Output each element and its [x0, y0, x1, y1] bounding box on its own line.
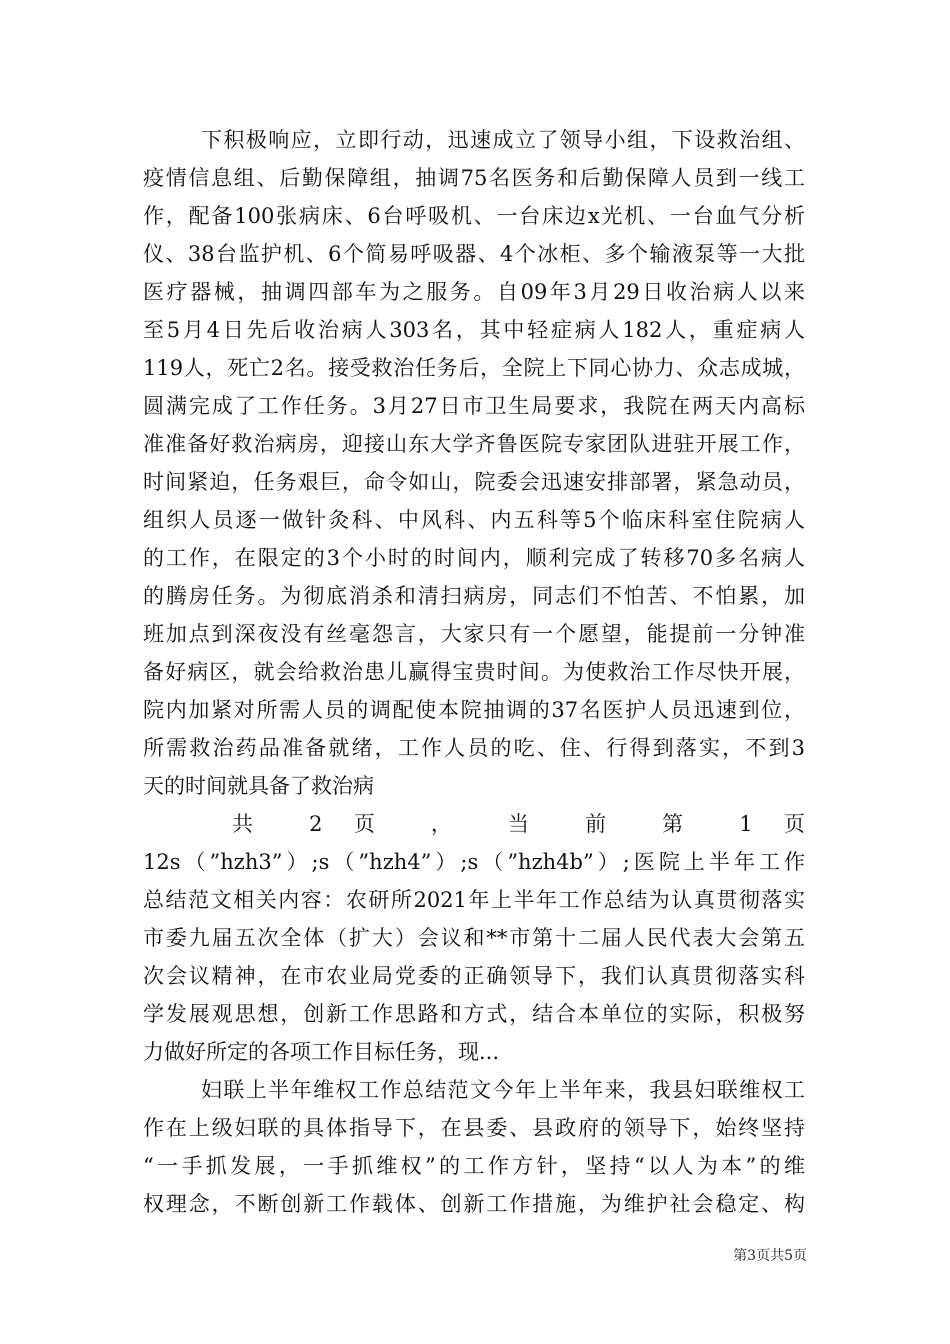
text-line: 仪、38台监护机、6个简易呼吸器、4个冰柜、多个输液泵等一大批 [143, 242, 805, 266]
text-line: 作在上级妇联的具体指导下，在县委、县政府的领导下，始终坚持 [143, 1116, 805, 1140]
text-line: 圆满完成了工作任务。3月27日市卫生局要求，我院在两天内高标 [143, 394, 805, 418]
text-line: 119人，死亡2名。接受救治任务后，全院上下同心协力、众志成城， [143, 356, 805, 380]
text-line: 医疗器械，抽调四部车为之服务。自09年3月29日收治病人以来 [143, 280, 805, 304]
text-line: 总结范文相关内容：农研所2021年上半年工作总结为认真贯彻落实 [143, 888, 805, 912]
text-line: 的腾房任务。为彻底消杀和清扫病房，同志们不怕苦、不怕累，加 [143, 584, 805, 608]
text-line: 市委九届五次全体（扩大）会议和**市第十二届人民代表大会第五 [143, 926, 805, 950]
text-line: 的工作，在限定的3个小时的时间内，顺利完成了转移70多名病人 [143, 546, 805, 570]
text-line: 备好病区，就会给救治患儿赢得宝贵时间。为使救治工作尽快开展， [143, 660, 805, 684]
text-line: 学发展观思想，创新工作思路和方式，结合本单位的实际，积极努 [143, 1002, 805, 1026]
text-line: 妇联上半年维权工作总结范文今年上半年来，我县妇联维权工 [201, 1078, 805, 1102]
text-line: 次会议精神，在市农业局党委的正确领导下，我们认真贯彻落实科 [143, 964, 805, 988]
footer-page-label: 第3页共5页 [733, 1248, 807, 1264]
text-line: “一手抓发展，一手抓维权”的工作方针，坚持“以人为本”的维 [143, 1154, 805, 1178]
text-line: 院内加紧对所需人员的调配使本院抽调的37名医护人员迅速到位， [143, 698, 805, 722]
text-line: 权理念，不断创新工作载体、创新工作措施，为维护社会稳定、构 [143, 1192, 805, 1216]
text-line: 12s（”hzh3”）;s（”hzh4”）;s（”hzh4b”）;医院上半年工作 [143, 850, 805, 874]
text-line: 力做好所定的各项工作目标任务，现... [143, 1040, 500, 1064]
text-line: 作，配备100张病床、6台呼吸机、一台床边x光机、一台血气分析 [143, 204, 805, 228]
text-line: 时间紧迫，任务艰巨，命令如山，院委会迅速安排部署，紧急动员， [143, 470, 805, 494]
text-line: 下积极响应，立即行动，迅速成立了领导小组，下设救治组、 [201, 128, 805, 152]
text-line: 组织人员逐一做针灸科、中风科、内五科等5个临床科室住院病人 [143, 508, 805, 532]
text-line: 准准备好救治病房，迎接山东大学齐鲁医院专家团队进驻开展工作， [143, 432, 805, 456]
text-line: 所需救治药品准备就绪，工作人员的吃、住、行得到落实，不到3 [143, 736, 805, 760]
text-line: 班加点到深夜没有丝毫怨言，大家只有一个愿望，能提前一分钟准 [143, 622, 805, 646]
page-counter: 共 2 页 ， 当 前 第 1 页 [232, 812, 805, 836]
text-line: 疫情信息组、后勤保障组，抽调75名医务和后勤保障人员到一线工 [143, 166, 805, 190]
text-line: 天的时间就具备了救治病 [143, 774, 374, 798]
text-line: 至5月4日先后收治病人303名，其中轻症病人182人，重症病人 [143, 318, 805, 342]
